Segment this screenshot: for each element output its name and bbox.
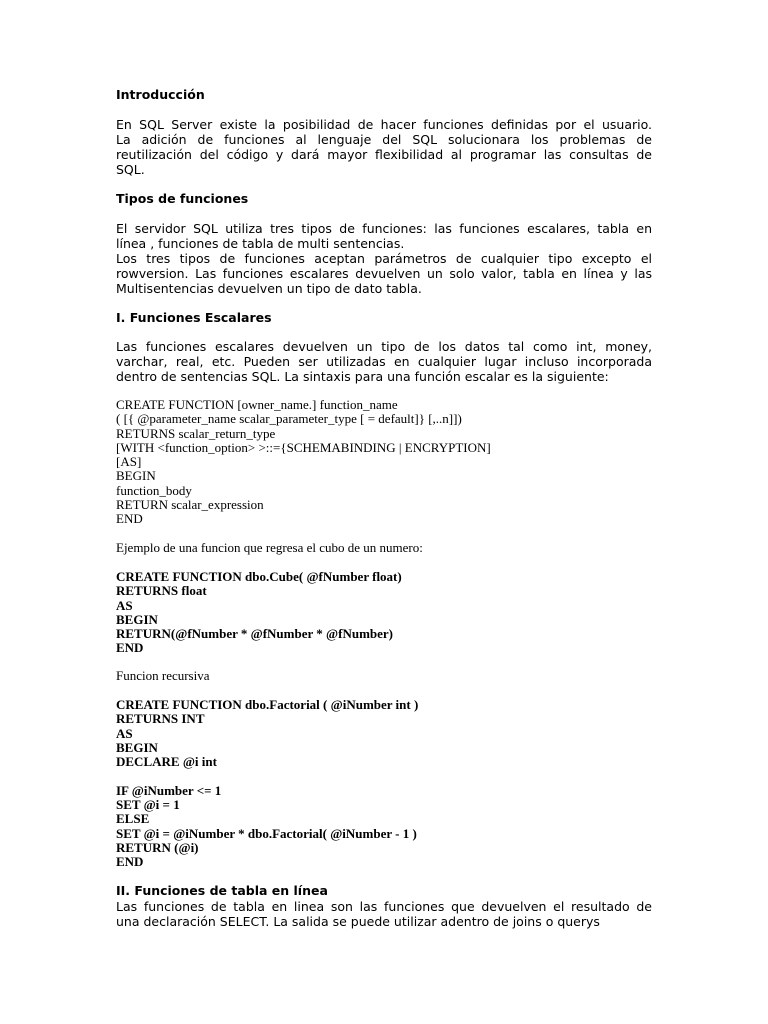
- code-line: SET @i = 1: [116, 797, 180, 813]
- blank-line: [116, 769, 676, 783]
- code-line: AS: [116, 725, 133, 741]
- example-label: Ejemplo de una funcion que regresa el cubo de un numero:: [116, 540, 423, 555]
- code-line: RETURN (@i): [116, 839, 199, 855]
- tabla-heading: II. Funciones de tabla en línea: [116, 883, 328, 898]
- syntax-block: [116, 398, 676, 527]
- text-line: Los tres tipos de funciones aceptan parámetros de cualquier tipo excepto el: [116, 251, 652, 266]
- code-line: RETURNS INT: [116, 711, 205, 727]
- text-line: Las funciones de tabla en linea son las funciones que devuelven el resultado de: [116, 899, 652, 914]
- text-line: varchar, real, etc. Pueden ser utilizadas en cualquier lugar incluso incorporada: [116, 354, 652, 369]
- code-line: BEGIN: [116, 739, 158, 755]
- code-line: END: [116, 640, 144, 656]
- code-line: CREATE FUNCTION dbo.Factorial ( @iNumber int ): [116, 697, 419, 712]
- text-line: dentro de sentencias SQL. La sintaxis para una función escalar es la siguiente:: [116, 369, 609, 384]
- code-line: RETURN(@fNumber * @fNumber * @fNumber): [116, 626, 393, 642]
- tipos-heading: Tipos de funciones: [116, 191, 249, 206]
- code-line: BEGIN: [116, 468, 156, 484]
- text-line: línea , funciones de tabla de multi sentencias.: [116, 236, 405, 251]
- factorial-code-block: [116, 698, 676, 870]
- text-line: rowversion. Las funciones escalares devuelven un solo valor, tabla en línea y las: [116, 266, 652, 281]
- text-line: reutilización del código y dará mayor flexibilidad al programar las consultas de: [116, 147, 652, 162]
- code-line: END: [116, 511, 143, 527]
- text-line: SQL.: [116, 162, 145, 177]
- code-line: CREATE FUNCTION [owner_name.] function_name: [116, 397, 398, 412]
- text-line: El servidor SQL utiliza tres tipos de funciones: las funciones escalares, tabla en: [116, 221, 652, 236]
- code-line: function_body: [116, 482, 192, 498]
- code-line: [AS]: [116, 454, 142, 470]
- text-line: Multisentencias devuelven un tipo de dato tabla.: [116, 281, 422, 296]
- intro-heading: Introducción: [116, 87, 205, 102]
- recursive-label: Funcion recursiva: [116, 668, 210, 683]
- intro-paragraph: [116, 117, 652, 177]
- code-line: ( [{ @parameter_name scalar_parameter_type [ = default]} [,..n]]): [116, 411, 462, 427]
- code-line: END: [116, 854, 144, 870]
- code-line: RETURNS float: [116, 583, 207, 599]
- code-line: IF @iNumber <= 1: [116, 782, 222, 798]
- code-line: [WITH <function_option> >::={SCHEMABINDING | ENCRYPTION]: [116, 439, 491, 455]
- text-line: La adición de funciones al lenguaje del SQL solucionara los problemas de: [116, 132, 652, 147]
- tipos-paragraph: [116, 221, 652, 296]
- tabla-paragraph: [116, 899, 652, 929]
- code-line: ELSE: [116, 811, 150, 827]
- code-line: SET @i = @iNumber * dbo.Factorial( @iNumber - 1 ): [116, 825, 417, 841]
- escalares-paragraph: [116, 339, 652, 384]
- text-line: Las funciones escalares devuelven un tipo de los datos tal como int, money,: [116, 339, 652, 354]
- code-line: RETURN scalar_expression: [116, 497, 264, 513]
- cube-code-block: [116, 570, 676, 656]
- code-line: BEGIN: [116, 611, 158, 627]
- text-line: una declaración SELECT. La salida se puede utilizar adentro de joins o querys: [116, 914, 600, 929]
- code-line: CREATE FUNCTION dbo.Cube( @fNumber float): [116, 569, 402, 584]
- code-line: AS: [116, 597, 133, 613]
- text-line: En SQL Server existe la posibilidad de hacer funciones definidas por el usuario.: [116, 117, 652, 132]
- code-line: RETURNS scalar_return_type: [116, 425, 276, 441]
- escalares-heading: I. Funciones Escalares: [116, 310, 272, 325]
- code-line: DECLARE @i int: [116, 754, 217, 770]
